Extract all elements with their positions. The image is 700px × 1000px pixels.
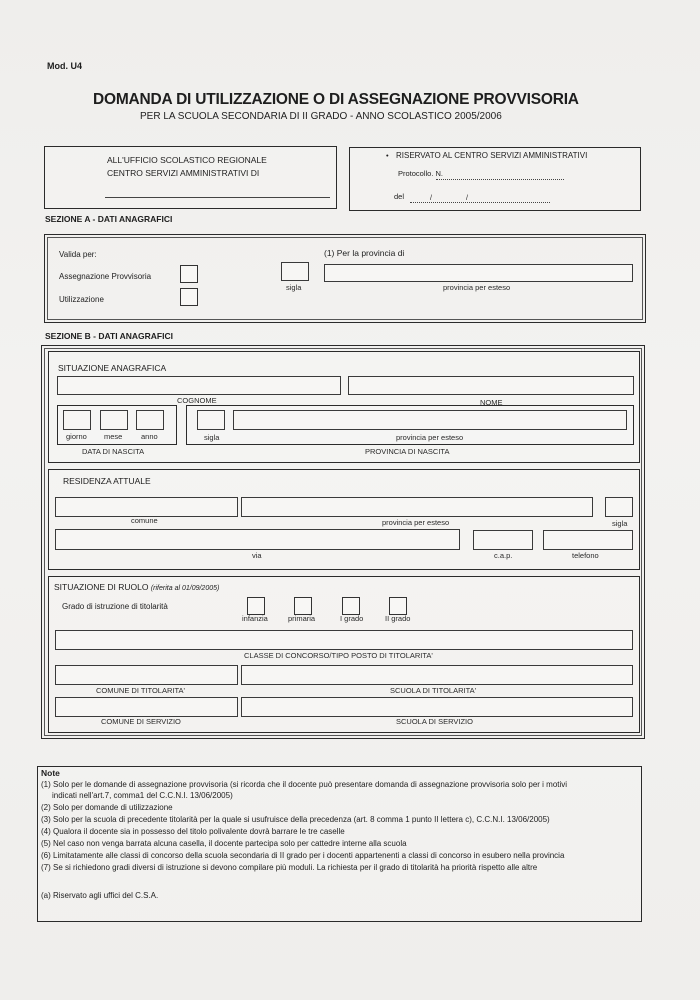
nascita-sigla-caption: sigla bbox=[204, 433, 220, 442]
form-title: DOMANDA DI UTILIZZAZIONE O DI ASSEGNAZIONE PROVVISORIA bbox=[93, 91, 579, 108]
note-item: indicati nell'art.7, comma1 del C.C.N.I. 13/06/2005) bbox=[52, 791, 233, 800]
comune-field[interactable] bbox=[55, 497, 238, 517]
ruolo-box bbox=[48, 576, 640, 733]
cognome-field[interactable] bbox=[57, 376, 341, 395]
note-title: Note bbox=[41, 768, 60, 778]
nome-field[interactable] bbox=[348, 376, 634, 395]
office-city-line[interactable] bbox=[105, 197, 330, 198]
utilizzazione-checkbox[interactable] bbox=[180, 288, 198, 306]
anno-caption: anno bbox=[141, 432, 158, 441]
ii-grado-checkbox[interactable] bbox=[389, 597, 407, 615]
ruolo-title: SITUAZIONE DI RUOLO (riferita al 01/09/2005) bbox=[54, 582, 220, 592]
del-date-line[interactable] bbox=[410, 202, 550, 203]
date-slash-2: / bbox=[466, 195, 468, 202]
provincia-label: (1) Per la provincia di bbox=[324, 248, 405, 258]
office-line-2: CENTRO SERVIZI AMMINISTRATIVI DI bbox=[107, 168, 260, 178]
note-riservato: (a) Riservato agli uffici del C.S.A. bbox=[41, 891, 159, 900]
infanzia-caption: infanzia bbox=[242, 614, 268, 623]
sezione-a-box bbox=[44, 234, 646, 323]
cognome-caption: COGNOME bbox=[177, 396, 217, 405]
scuola-titolarita-caption: SCUOLA DI TITOLARITA' bbox=[390, 686, 477, 695]
note-box bbox=[37, 766, 642, 922]
comune-titolarita-field[interactable] bbox=[55, 665, 238, 685]
telefono-field[interactable] bbox=[543, 530, 633, 550]
mese-field[interactable] bbox=[100, 410, 128, 430]
grado-label: Grado di istruzione di titolarità bbox=[62, 602, 168, 611]
reserved-title: RISERVATO AL CENTRO SERVIZI AMMINISTRATIVI bbox=[396, 151, 588, 160]
cap-field[interactable] bbox=[473, 530, 533, 550]
note-item: (4) Qualora il docente sia in possesso del titolo polivalente dovrà barrare le tre caselle bbox=[41, 827, 345, 836]
mese-caption: mese bbox=[104, 432, 123, 441]
via-field[interactable] bbox=[55, 529, 460, 550]
scuola-servizio-caption: SCUOLA DI SERVIZIO bbox=[396, 717, 473, 726]
i-grado-checkbox[interactable] bbox=[342, 597, 360, 615]
via-caption: via bbox=[252, 551, 262, 560]
sezione-b-title: SEZIONE B - DATI ANAGRAFICI bbox=[45, 331, 173, 341]
reserved-box bbox=[349, 147, 641, 211]
form-subtitle: PER LA SCUOLA SECONDARIA DI II GRADO - ANNO SCOLASTICO 2005/2006 bbox=[140, 111, 502, 122]
sezione-b-box bbox=[41, 345, 645, 739]
form-code: Mod. U4 bbox=[47, 61, 82, 71]
protocollo-line[interactable] bbox=[436, 179, 564, 180]
ii-grado-caption: II grado bbox=[385, 614, 411, 623]
note-item: (3) Solo per la scuola di precedente titolarità per la quale si usufruisce della precedenza (art. 8 comma 1 punto II lettera c), C.C.N.I. 13/06/2005) bbox=[41, 815, 550, 824]
del-label: del bbox=[394, 192, 405, 201]
cap-caption: c.a.p. bbox=[494, 551, 513, 560]
infanzia-checkbox[interactable] bbox=[247, 597, 265, 615]
provincia-nascita-caption: PROVINCIA DI NASCITA bbox=[365, 447, 450, 456]
assegnazione-label: Assegnazione Provvisoria bbox=[59, 272, 152, 281]
nascita-provincia-caption: provincia per esteso bbox=[396, 433, 464, 442]
scuola-titolarita-field[interactable] bbox=[241, 665, 633, 685]
valida-per-label: Valida per: bbox=[59, 250, 97, 259]
data-nascita-box bbox=[57, 405, 177, 445]
i-grado-caption: I grado bbox=[340, 614, 364, 623]
giorno-field[interactable] bbox=[63, 410, 91, 430]
scuola-servizio-field[interactable] bbox=[241, 697, 633, 717]
anno-field[interactable] bbox=[136, 410, 164, 430]
anagrafica-box bbox=[48, 351, 640, 463]
telefono-caption: telefono bbox=[572, 551, 599, 560]
note-item: (6) Limitatamente alle classi di concorso della scuola secondaria di II grado per i docenti appartenenti a classi di concorso in esubero nella provincia bbox=[41, 851, 565, 860]
anagrafica-title: SITUAZIONE ANAGRAFICA bbox=[58, 363, 167, 373]
note-item: (5) Nel caso non venga barrata alcuna casella, il docente partecipa solo per cattedre interne alla scuola bbox=[41, 839, 407, 848]
classe-concorso-field[interactable] bbox=[55, 630, 633, 650]
giorno-caption: giorno bbox=[66, 432, 87, 441]
note-item: (7) Se si richiedono gradi diversi di istruzione si devono compilare più moduli. La richiesta per il grado di titolarità ha priorità rispetto alle altre bbox=[41, 863, 538, 872]
comune-servizio-field[interactable] bbox=[55, 697, 238, 717]
comune-caption: comune bbox=[131, 516, 158, 525]
provincia-esteso-caption: provincia per esteso bbox=[443, 283, 511, 292]
sezione-a-title: SEZIONE A - DATI ANAGRAFICI bbox=[45, 214, 173, 224]
primaria-caption: primaria bbox=[288, 614, 316, 623]
office-box bbox=[44, 146, 337, 209]
classe-concorso-caption: CLASSE DI CONCORSO/TIPO POSTO DI TITOLARITA' bbox=[244, 651, 433, 660]
provincia-nascita-box bbox=[186, 405, 634, 445]
provincia-esteso-field[interactable] bbox=[324, 264, 633, 282]
residenza-provincia-caption: provincia per esteso bbox=[382, 518, 450, 527]
assegnazione-checkbox[interactable] bbox=[180, 265, 198, 283]
nascita-provincia-field[interactable] bbox=[233, 410, 627, 430]
date-slash-1: / bbox=[430, 195, 432, 202]
residenza-provincia-field[interactable] bbox=[241, 497, 593, 517]
note-item: (1) Solo per le domande di assegnazione provvisoria (si ricorda che il docente può presentare domanda di assegnazione provvisoria solo per i motivi bbox=[41, 780, 568, 789]
provincia-sigla-field[interactable] bbox=[281, 262, 309, 281]
primaria-checkbox[interactable] bbox=[294, 597, 312, 615]
ruolo-note: (riferita al 01/09/2005) bbox=[150, 585, 220, 592]
data-nascita-caption: DATA DI NASCITA bbox=[82, 447, 145, 456]
reserved-marker: • bbox=[386, 151, 389, 160]
residenza-sigla-field[interactable] bbox=[605, 497, 633, 517]
office-line-1: ALL'UFFICIO SCOLASTICO REGIONALE bbox=[107, 155, 267, 165]
protocollo-label: Protocollo. N. bbox=[398, 169, 444, 178]
note-item: (2) Solo per domande di utilizzazione bbox=[41, 803, 173, 812]
residenza-title: RESIDENZA ATTUALE bbox=[63, 476, 151, 486]
sigla-caption: sigla bbox=[286, 283, 302, 292]
residenza-box bbox=[48, 469, 640, 570]
comune-servizio-caption: COMUNE DI SERVIZIO bbox=[101, 717, 181, 726]
comune-titolarita-caption: COMUNE DI TITOLARITA' bbox=[96, 686, 185, 695]
nascita-sigla-field[interactable] bbox=[197, 410, 225, 430]
nome-caption: NOME bbox=[480, 398, 503, 407]
residenza-sigla-caption: sigla bbox=[612, 519, 628, 528]
utilizzazione-label: Utilizzazione bbox=[59, 295, 104, 304]
